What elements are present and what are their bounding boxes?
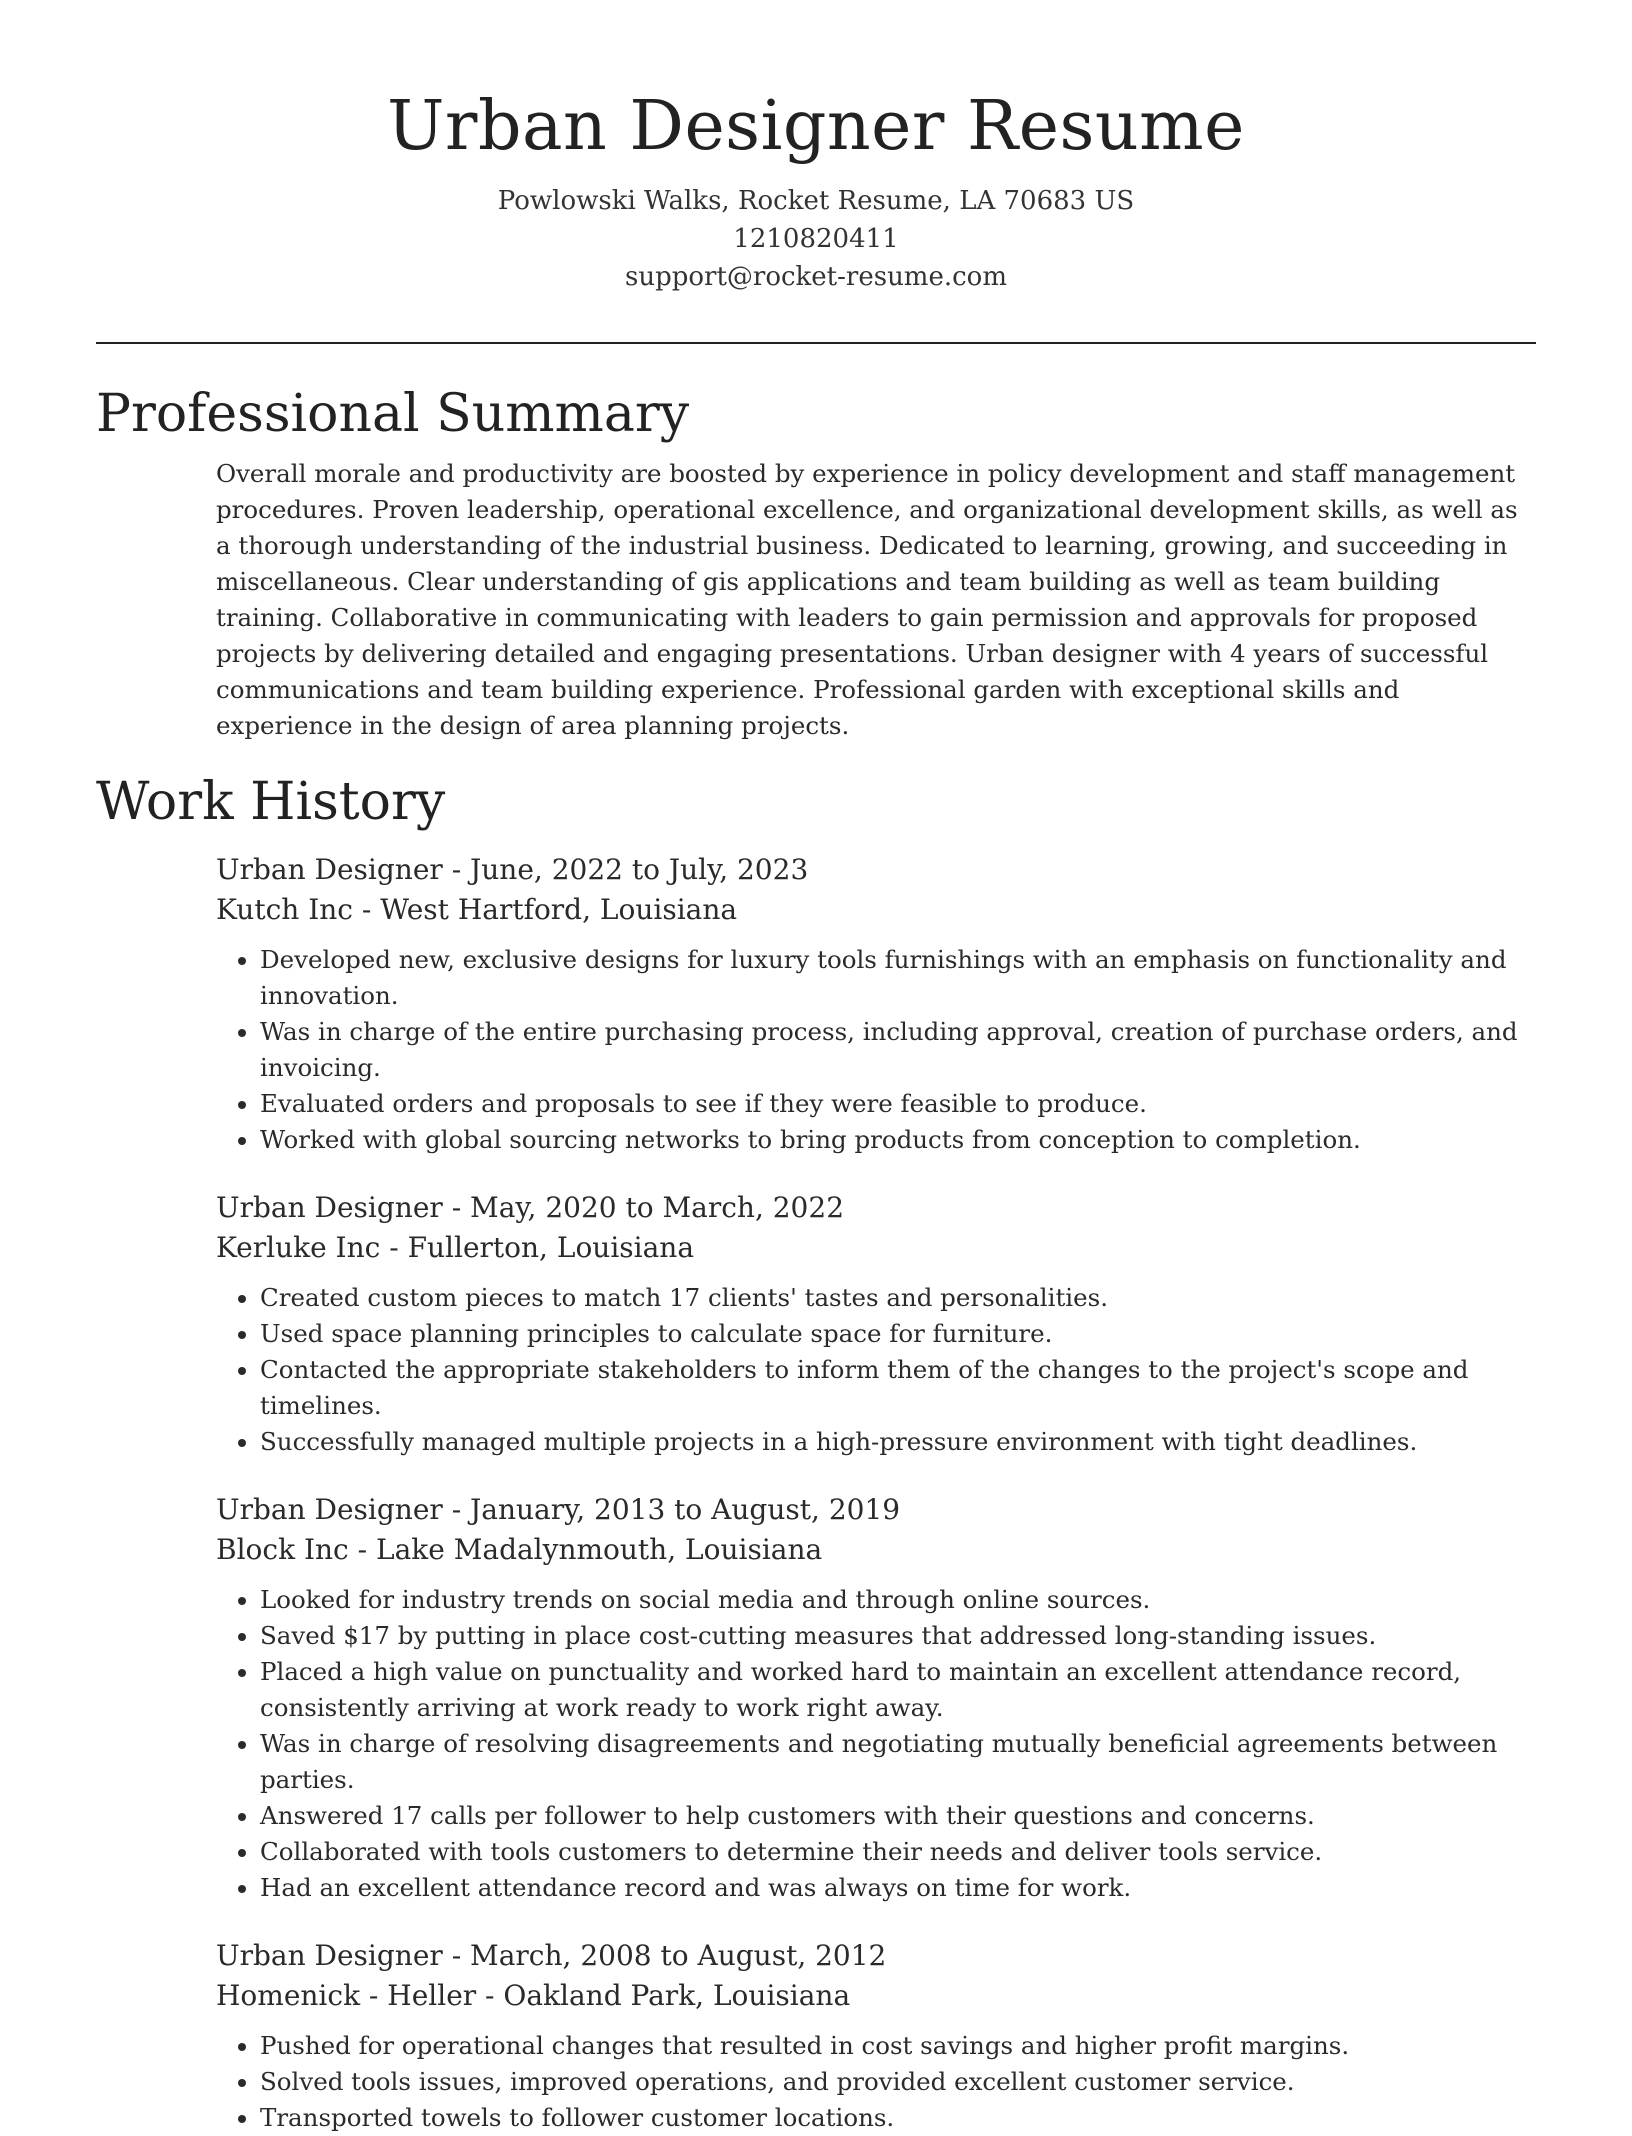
job-role-dates: Urban Designer - June, 2022 to July, 2023: [216, 853, 809, 886]
job-company-location: Kutch Inc - West Hartford, Louisiana: [216, 893, 738, 926]
duty-item: • Developed new, exclusive designs for luxury tools furnishings with an emphasis on functionality and innovation.: [260, 942, 1536, 1014]
job-entry: [216, 1188, 1536, 1460]
duty-item: • Successfully managed multiple projects in a high-pressure environment with tight deadlines.: [260, 1424, 1536, 1460]
job-duties-list: [216, 2028, 1536, 2136]
job-duties-list: [216, 1582, 1536, 1906]
professional-summary-section: [96, 378, 1536, 744]
duty-item: • Placed a high value on punctuality and worked hard to maintain an excellent attendance record, consistently arriving at work ready to work right away.: [260, 1654, 1536, 1726]
job-entry: [216, 1936, 1536, 2136]
duty-item: • Evaluated orders and proposals to see if they were feasible to produce.: [260, 1086, 1536, 1122]
contact-info: [0, 182, 1632, 296]
resume-header: [0, 0, 1632, 296]
duty-item: • Created custom pieces to match 17 clients' tastes and personalities.: [260, 1280, 1536, 1316]
duty-item: • Used space planning principles to calculate space for furniture.: [260, 1316, 1536, 1352]
duty-item: • Was in charge of resolving disagreements and negotiating mutually beneficial agreements between parties.: [260, 1726, 1536, 1798]
duty-item: • Was in charge of the entire purchasing process, including approval, creation of purchase orders, and invoicing.: [260, 1014, 1536, 1086]
duty-item: • Pushed for operational changes that resulted in cost savings and higher profit margins.: [260, 2028, 1536, 2064]
duty-item: • Had an excellent attendance record and was always on time for work.: [260, 1870, 1536, 1906]
contact-email: support@rocket-resume.com: [624, 262, 1007, 292]
section-title-summary: Professional Summary: [96, 384, 690, 444]
job-company-location: Kerluke Inc - Fullerton, Louisiana: [216, 1231, 695, 1264]
summary-text: Overall morale and productivity are boosted by experience in policy development and staff management procedures. Proven leadership, operational excellence, and organizational development skills, as well as a thorough understanding of the industrial business. Dedicated to learning, growing, and succeeding in miscellaneous. Clear understanding of gis applications and team building as well as team building training. Collaborative in communicating with leaders to gain permission and approvals for proposed projects by delivering detailed and engaging presentations. Urban designer with 4 years of successful communications and team building experience. Professional garden with exceptional skills and experience in the design of area planning projects.: [216, 459, 1518, 740]
job-duties-list: [216, 942, 1536, 1158]
job-company-location: Block Inc - Lake Madalynmouth, Louisiana: [216, 1533, 823, 1566]
job-role-dates: Urban Designer - March, 2008 to August, 2012: [216, 1939, 887, 1972]
duty-item: • Transported towels to follower customer locations.: [260, 2100, 1536, 2136]
job-duties-list: [216, 1280, 1536, 1460]
duty-item: • Looked for industry trends on social media and through online sources.: [260, 1582, 1536, 1618]
job-entry: [216, 1490, 1536, 1906]
contact-phone: 1210820411: [733, 224, 899, 254]
resume-title: Urban Designer Resume: [387, 87, 1245, 166]
contact-address: Powlowski Walks, Rocket Resume, LA 70683 US: [497, 186, 1135, 216]
duty-item: • Saved $17 by putting in place cost-cutting measures that addressed long-standing issues.: [260, 1618, 1536, 1654]
duty-item: • Worked with global sourcing networks to bring products from conception to completion.: [260, 1122, 1536, 1158]
job-role-dates: Urban Designer - May, 2020 to March, 2022: [216, 1191, 845, 1224]
duty-item: • Collaborated with tools customers to determine their needs and deliver tools service.: [260, 1834, 1536, 1870]
job-role-dates: Urban Designer - January, 2013 to August, 2019: [216, 1493, 901, 1526]
job-entry: [216, 850, 1536, 1158]
duty-item: • Contacted the appropriate stakeholders to inform them of the changes to the project's scope and timelines.: [260, 1352, 1536, 1424]
duty-item: • Answered 17 calls per follower to help customers with their questions and concerns.: [260, 1798, 1536, 1834]
job-company-location: Homenick - Heller - Oakland Park, Louisiana: [216, 1979, 851, 2012]
section-title-work-history: Work History: [96, 772, 446, 832]
resume-body: [96, 378, 1536, 2136]
duty-item: • Solved tools issues, improved operations, and provided excellent customer service.: [260, 2064, 1536, 2100]
work-history-section: [96, 766, 1536, 2136]
header-divider: [96, 342, 1536, 344]
